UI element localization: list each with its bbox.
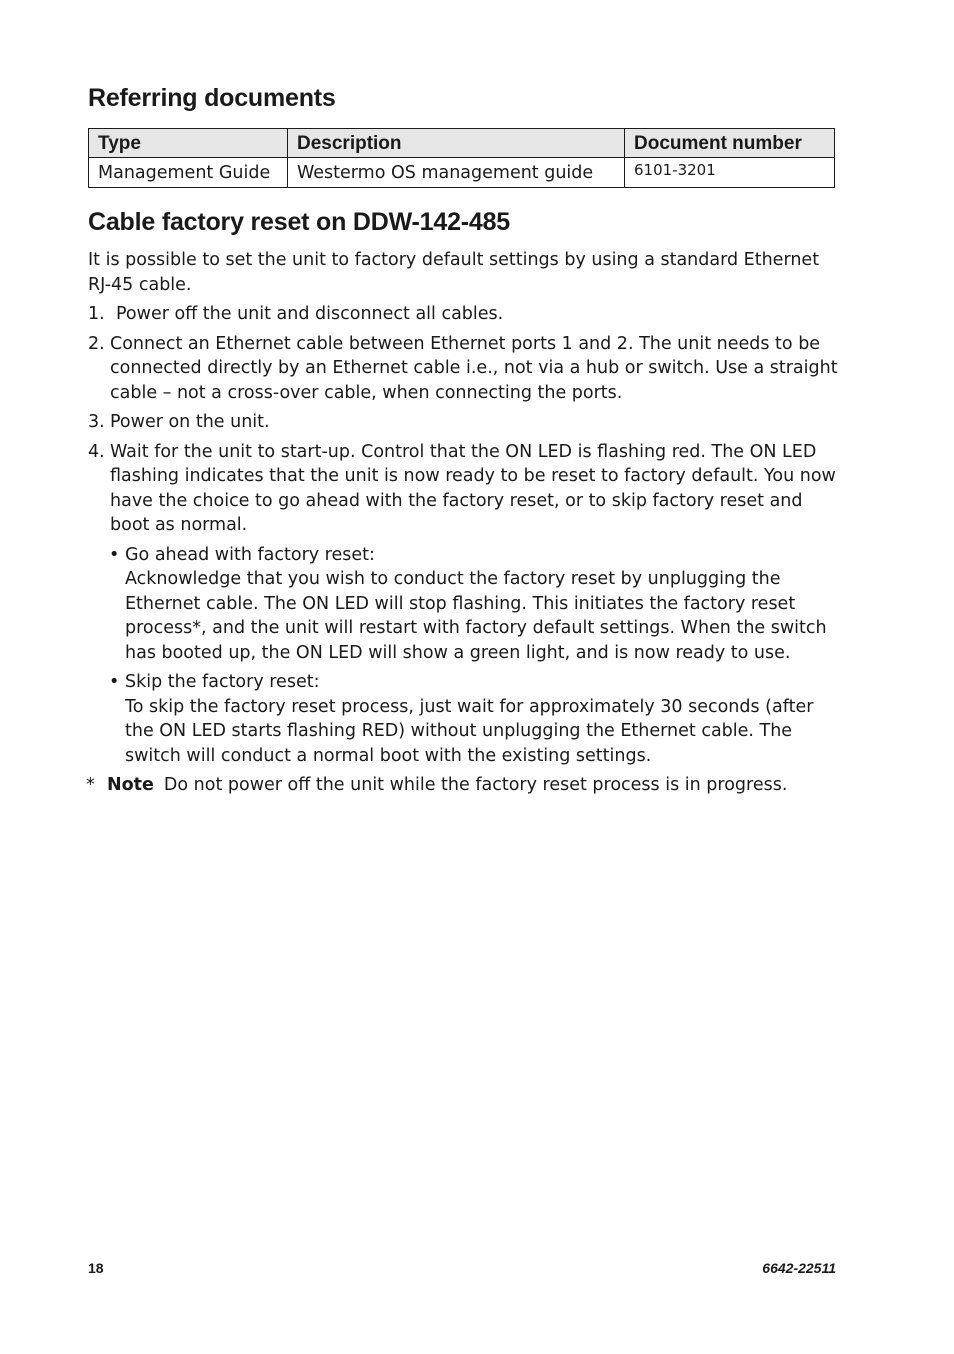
table-row bbox=[89, 158, 835, 188]
step-number: 4. bbox=[88, 441, 105, 462]
option-text: Acknowledge that you wish to conduct the factory reset by unplugging the Ethernet cable. The ON LED will stop flashing. This initiates the factory reset process*, and the unit will restart with factory default settings. When the switch has booted up, the ON LED will show a green light, and is now ready to use. bbox=[125, 569, 827, 663]
step-item bbox=[88, 440, 838, 538]
step-number: 2. bbox=[88, 333, 105, 354]
document-id: 6642-22511 bbox=[762, 1260, 836, 1276]
column-header-description: Description bbox=[288, 129, 625, 158]
option-item-go-ahead bbox=[88, 543, 838, 666]
step-item bbox=[88, 410, 838, 435]
bullet-icon: • bbox=[109, 672, 120, 692]
step-text: Wait for the unit to start-up. Control that the ON LED is flashing red. The ON LED flashing indicates that the unit is now ready to be reset to factory default. You now have the choice to go ahead with the factory reset, or to skip factory reset and boot as normal. bbox=[110, 441, 836, 535]
option-title: Go ahead with factory reset: bbox=[125, 544, 375, 565]
table-cell-type: Management Guide bbox=[89, 158, 288, 188]
note-paragraph bbox=[88, 773, 838, 798]
step-text: Power off the unit and disconnect all cables. bbox=[116, 304, 504, 324]
table-cell-document-number: 6101-3201 bbox=[625, 158, 835, 188]
option-text: To skip the factory reset process, just wait for approximately 30 seconds (after the ON LED starts flashing RED) without unplugging the Ethernet cable. The switch will conduct a normal boot with the existing settings. bbox=[125, 696, 814, 766]
intro-paragraph: It is possible to set the unit to factory default settings by using a standard Ethernet RJ-45 cable. bbox=[88, 250, 820, 295]
step-item bbox=[88, 302, 838, 327]
column-header-type: Type bbox=[89, 129, 288, 158]
page-number: 18 bbox=[88, 1260, 104, 1276]
step-text: Power on the unit. bbox=[110, 412, 270, 432]
cable-reset-body bbox=[88, 248, 838, 798]
column-header-document-number: Document number bbox=[625, 129, 835, 158]
step-item bbox=[88, 332, 838, 406]
step-text: Connect an Ethernet cable between Ethernet ports 1 and 2. The unit needs to be connected directly by an Ethernet cable i.e., not via a hub or switch. Use a straight cable – not a cross-over cable, when connecting the ports. bbox=[110, 333, 838, 403]
option-title: Skip the factory reset: bbox=[125, 672, 320, 692]
referring-documents-table bbox=[88, 128, 835, 188]
step-number: 1. bbox=[88, 304, 105, 324]
section-heading-cable-factory-reset: Cable factory reset on DDW-142-485 bbox=[88, 208, 511, 236]
step-number: 3. bbox=[88, 412, 105, 432]
table-header-row bbox=[89, 129, 835, 158]
bullet-icon: • bbox=[109, 544, 120, 565]
note-label: Note bbox=[107, 775, 154, 795]
section-heading-referring-documents: Referring documents bbox=[88, 84, 336, 112]
note-marker: * bbox=[86, 775, 95, 795]
document-page bbox=[88, 0, 836, 1354]
table-cell-description: Westermo OS management guide bbox=[288, 158, 625, 188]
note-text: Do not power off the unit while the factory reset process is in progress. bbox=[163, 775, 788, 795]
option-item-skip bbox=[88, 670, 838, 768]
